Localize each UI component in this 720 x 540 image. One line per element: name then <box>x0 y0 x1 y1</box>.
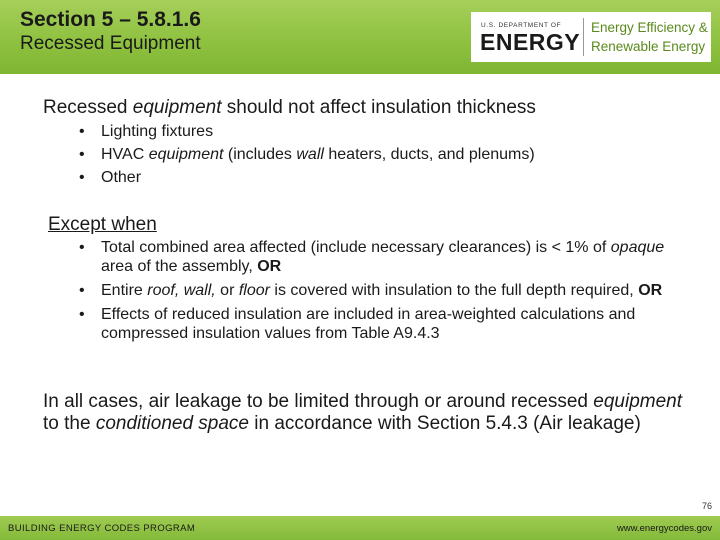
page-number: 76 <box>701 501 712 511</box>
logo-dept-text: U.S. DEPARTMENT OF <box>481 22 562 29</box>
header-bar <box>0 0 720 74</box>
list-item: • Lighting fixtures <box>79 123 214 140</box>
closing-paragraph: In all cases, air leakage to be limited through or around recessed equipment to the conditioned space in accordance with Section 5.4.3 (Air leakage) <box>43 391 682 434</box>
footer-url: www.energycodes.gov <box>616 523 712 534</box>
main-heading: Recessed equipment should not affect insulation thickness <box>43 97 536 118</box>
logo-agency-text: ENERGY <box>480 29 581 55</box>
list-item: • Total combined area affected (include necessary clearances) is < 1% of opaque area of the assembly, OR <box>79 239 665 275</box>
logo-office-line2: Renewable Energy <box>591 39 706 54</box>
logo-divider <box>583 18 584 56</box>
exceptions-list <box>75 238 675 348</box>
footer-bar <box>0 516 720 540</box>
slide-subtitle: Recessed Equipment <box>20 33 201 54</box>
slide-title: Section 5 – 5.8.1.6 <box>20 8 201 31</box>
doe-logo <box>471 12 711 62</box>
equipment-list <box>75 122 675 191</box>
except-heading: Except when <box>48 214 157 235</box>
list-item: • Other <box>79 169 142 186</box>
list-item: • HVAC equipment (includes wall heaters, ducts, and plenums) <box>79 146 535 163</box>
logo-office-line1: Energy Efficiency & <box>591 20 708 35</box>
list-item: • Entire roof, wall, or floor is covered with insulation to the full depth required, OR <box>79 282 663 299</box>
footer-program-name: BUILDING ENERGY CODES PROGRAM <box>8 523 196 534</box>
list-item: • Effects of reduced insulation are included in area-weighted calculations and compressed insulation values from Table A9.4.3 <box>79 306 636 342</box>
